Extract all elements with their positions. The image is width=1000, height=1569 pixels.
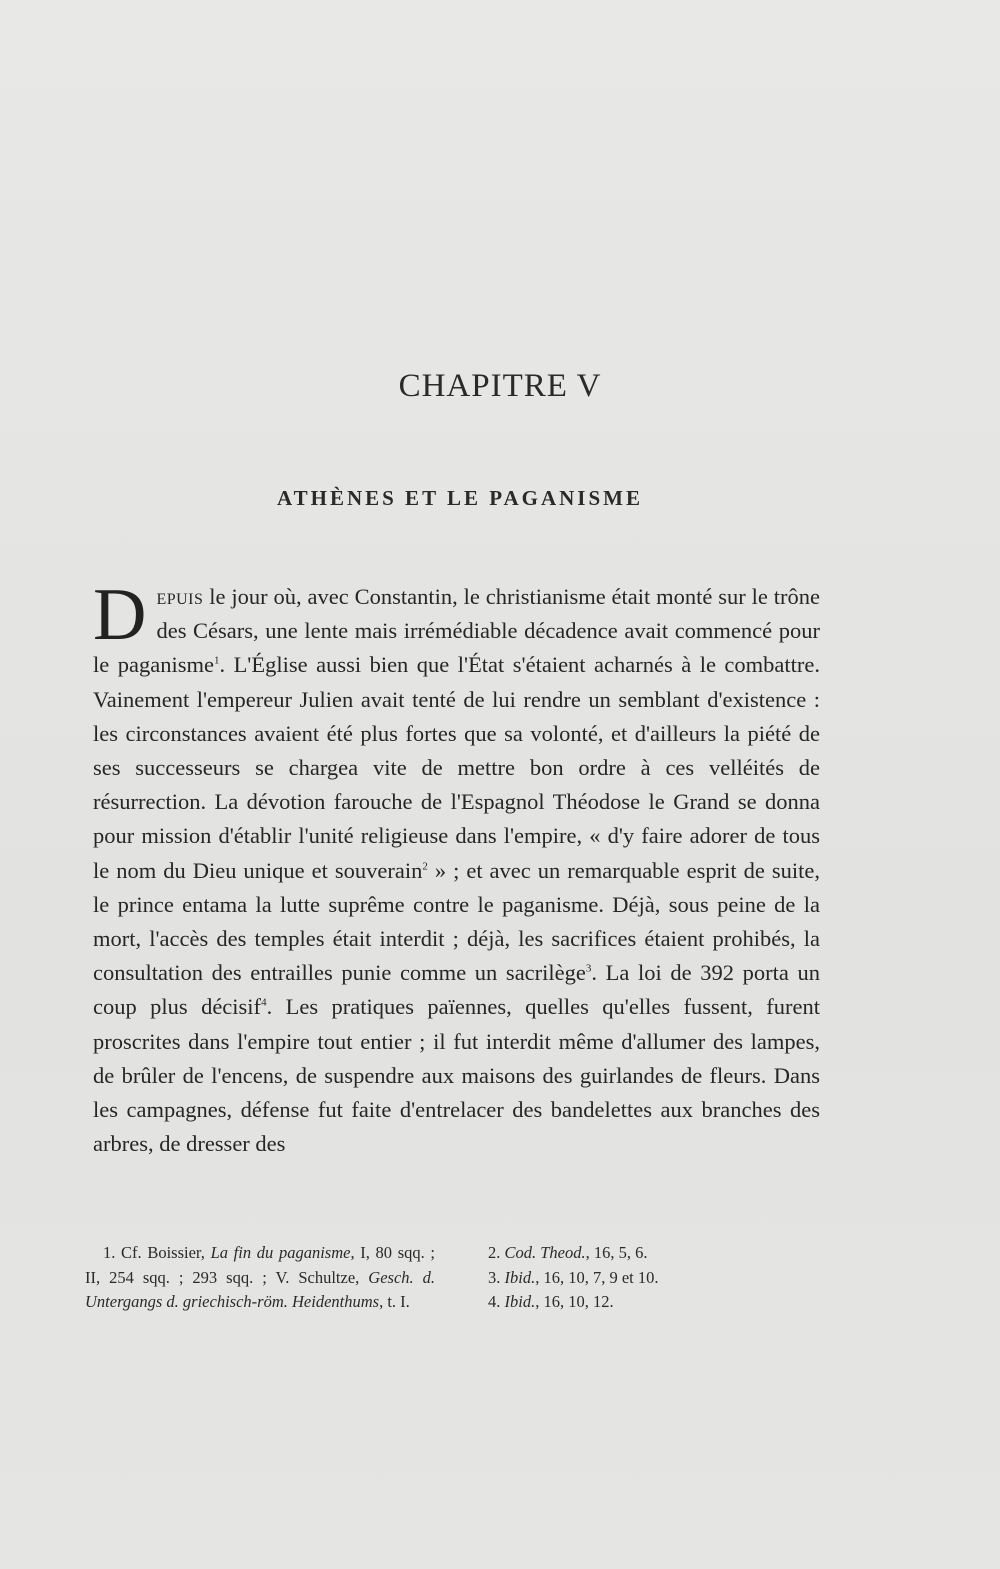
footnote-3 [488,1266,728,1291]
drop-cap: D [93,574,147,656]
smallcaps-opening: epuis [156,584,204,609]
footnote-title: La fin du paganisme [210,1243,351,1262]
footnote-text: , 16, 10, 7, 9 et 10. [535,1267,659,1287]
footnote-4 [488,1290,728,1315]
text-run: . Les pratiques païennes, quelles qu'elles fussent, furent proscrites dans l'empire tout entier ; il fut interdit même d'allumer des lampes, de brûler de l'encens, de suspendre aux maisons des guirlandes de fleurs. Dans les campagnes, défense fut faite d'entrelacer des bandelettes aux branches des arbres, de dresser des [93,994,821,1157]
footnote-ref-2: 2 [422,860,428,873]
footnote-1 [85,1241,435,1315]
footnotes-right-column [488,1241,728,1315]
footnote-ref-4: 4 [261,996,267,1009]
footnote-number: 2. [488,1243,501,1262]
footnote-text: Cf. Boissier, [115,1243,211,1262]
footnote-title: Ibid. [504,1267,536,1287]
footnote-text: , 16, 5, 6. [585,1243,648,1262]
footnote-ref-3: 3 [585,962,592,975]
text-run: . La loi de 392 porta un coup plus décisif [93,960,820,1020]
text-run: » ; et avec un remarquable esprit de suite, le prince entama la lutte suprême contre le paganisme. Déjà, sous peine de la mort, l'accès des temples était interdit ; déjà, les sacrifices étaient prohibés, la consultation des entrailles punie comme un sacrilège [93,857,820,986]
footnote-title: Cod. Theod. [504,1243,586,1262]
body-paragraph [93,574,821,1161]
footnote-number: 1. [103,1243,116,1262]
text-run: le jour où, avec Constantin, le christianisme était monté sur le trône des Césars, une lente mais irrémédiable décadence avait commencé pour le paganisme [93,584,820,678]
footnote-number: 4. [488,1292,501,1311]
footnote-2 [488,1241,728,1266]
footnotes-left-column [85,1241,435,1315]
text-run: . L'Église aussi bien que l'État s'étaient acharnés à le combattre. Vainement l'empereur Julien avait tenté de lui rendre un semblant d'existence : les circonstances avaient été plus fortes que sa volonté, et d'ailleurs la piété de ses successeurs se chargea vite de mettre bon ordre à ces velléités de résurrection. La dévotion farouche de l'Espagnol Théodose le Grand se donna pour mission d'établir l'unité religieuse dans l'empire, « d'y faire adorer de tous le nom du Dieu unique et souverain [93,652,820,883]
section-title: ATHÈNES ET LE PAGANISME [277,486,643,510]
footnote-title: Gesch. d. Untergangs d. griechisch-röm. Heidenthums [85,1267,435,1311]
footnote-title: Ibid. [504,1292,536,1311]
chapter-title: CHAPITRE V [398,368,602,404]
footnote-text: , 16, 10, 12. [535,1292,614,1311]
footnote-ref-1: 1 [213,654,220,667]
footnote-text: , I, 80 sqq. ; II, 254 sqq. ; 293 sqq. ; V. Schultze, [85,1243,435,1287]
footnote-text: , t. I. [379,1292,410,1311]
footnote-number: 3. [488,1267,501,1287]
